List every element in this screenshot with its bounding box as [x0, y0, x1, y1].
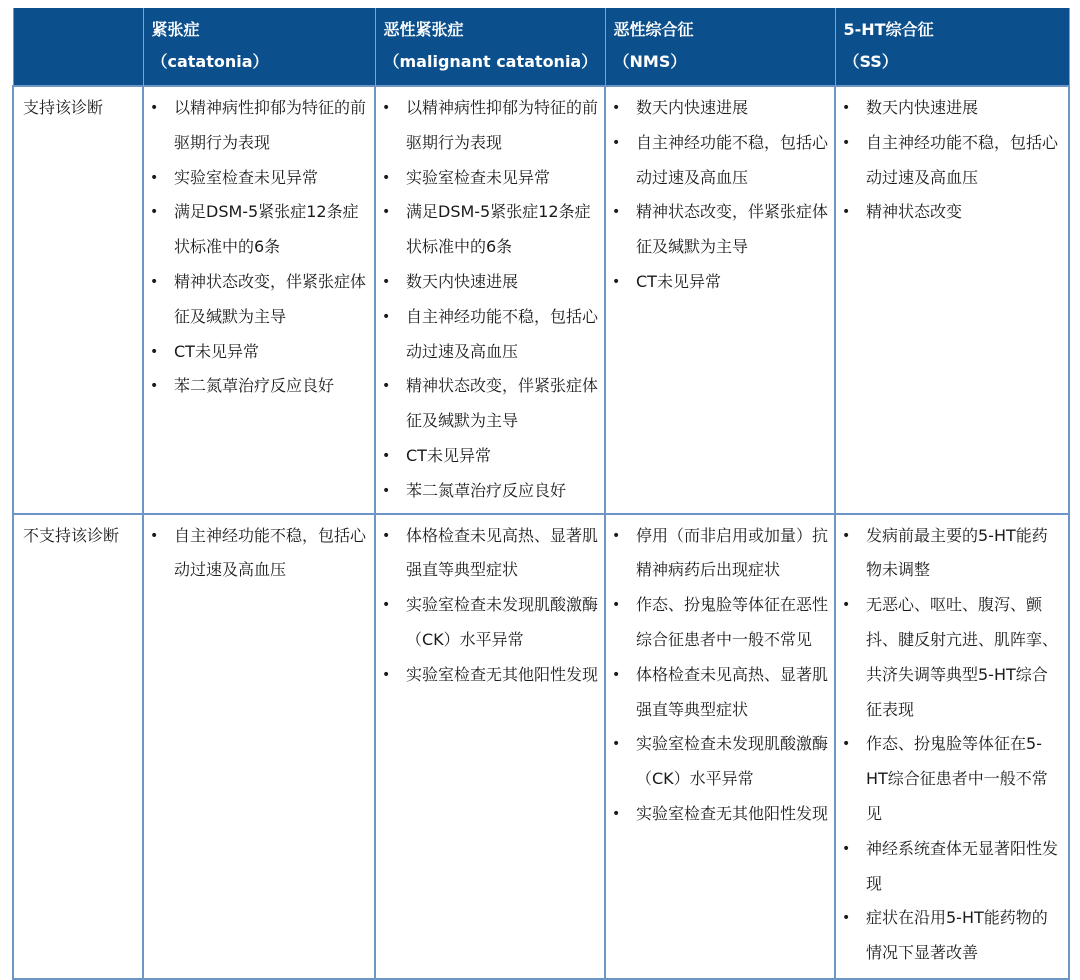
list-item: • CT未见异常 — [612, 265, 828, 300]
header-malignant-catatonia — [375, 8, 605, 86]
differential-diagnosis-table — [12, 8, 1070, 980]
list-item: • 苯二氮䓬治疗反应良好 — [382, 474, 598, 509]
list-item: • 苯二氮䓬治疗反应良好 — [150, 369, 368, 404]
cell-ss-against — [835, 514, 1069, 979]
table-header — [13, 8, 1069, 86]
header-catatonia — [143, 8, 375, 86]
list-item: • 数天内快速进展 — [382, 265, 598, 300]
header-english: （malignant catatonia） — [383, 52, 598, 71]
list-item: • 自主神经功能不稳，包括心动过速及高血压 — [150, 519, 368, 589]
table-row-does-not-support — [13, 514, 1069, 979]
list-item: • 作态、扮鬼脸等体征在5-HT综合征患者中一般不常见 — [842, 727, 1062, 831]
list-item: • 体格检查未见高热、显著肌强直等典型症状 — [612, 658, 828, 728]
list-item: • 作态、扮鬼脸等体征在恶性综合征患者中一般不常见 — [612, 588, 828, 658]
list-item: • 精神状态改变 — [842, 195, 1062, 230]
list-item: • 实验室检查未发现肌酸激酶（CK）水平异常 — [612, 727, 828, 797]
header-label: 恶性紧张症 — [383, 20, 464, 39]
header-label: 恶性综合征 — [613, 20, 694, 39]
cell-nms-against — [605, 514, 835, 979]
bullet-list — [612, 519, 828, 832]
cell-malignant-catatonia-against — [375, 514, 605, 979]
list-item: • 精神状态改变，伴紧张症体征及缄默为主导 — [150, 265, 368, 335]
header-english: （NMS） — [613, 52, 687, 71]
list-item: • 实验室检查无其他阳性发现 — [382, 658, 598, 693]
header-label: 5-HT综合征 — [843, 20, 934, 39]
row-label: 不支持该诊断 — [13, 514, 143, 979]
bullet-list — [612, 91, 828, 300]
cell-catatonia-supports — [143, 86, 375, 514]
list-item: • 发病前最主要的5-HT能药物未调整 — [842, 519, 1062, 589]
list-item: • 满足DSM-5紧张症12条症状标准中的6条 — [150, 195, 368, 265]
header-label: 紧张症 — [151, 20, 200, 39]
cell-catatonia-against — [143, 514, 375, 979]
list-item: • 精神状态改变，伴紧张症体征及缄默为主导 — [382, 369, 598, 439]
list-item: • 以精神病性抑郁为特征的前驱期行为表现 — [150, 91, 368, 161]
table-row-supports — [13, 86, 1069, 514]
bullet-list — [382, 91, 598, 509]
cell-ss-supports — [835, 86, 1069, 514]
header-corner-cell — [13, 8, 143, 86]
header-english: （SS） — [843, 52, 898, 71]
list-item: • CT未见异常 — [150, 335, 368, 370]
row-label: 支持该诊断 — [13, 86, 143, 514]
list-item: • 停用（而非启用或加量）抗精神病药后出现症状 — [612, 519, 828, 589]
list-item: • 数天内快速进展 — [612, 91, 828, 126]
list-item: • 实验室检查未见异常 — [382, 161, 598, 196]
bullet-list — [150, 519, 368, 589]
list-item: • 体格检查未见高热、显著肌强直等典型症状 — [382, 519, 598, 589]
list-item: • 精神状态改变，伴紧张症体征及缄默为主导 — [612, 195, 828, 265]
list-item: • 自主神经功能不稳，包括心动过速及高血压 — [842, 126, 1062, 196]
list-item: • 无恶心、呕吐、腹泻、颤抖、腱反射亢进、肌阵挛、共济失调等典型5-HT综合征表现 — [842, 588, 1062, 727]
bullet-list — [150, 91, 368, 404]
list-item: • 数天内快速进展 — [842, 91, 1062, 126]
bullet-list — [842, 91, 1062, 230]
list-item: • 以精神病性抑郁为特征的前驱期行为表现 — [382, 91, 598, 161]
cell-malignant-catatonia-supports — [375, 86, 605, 514]
list-item: • 实验室检查未发现肌酸激酶（CK）水平异常 — [382, 588, 598, 658]
list-item: • CT未见异常 — [382, 439, 598, 474]
list-item: • 自主神经功能不稳，包括心动过速及高血压 — [612, 126, 828, 196]
header-english: （catatonia） — [151, 52, 269, 71]
list-item: • 实验室检查未见异常 — [150, 161, 368, 196]
header-nms — [605, 8, 835, 86]
cell-nms-supports — [605, 86, 835, 514]
list-item: • 症状在沿用5-HT能药物的情况下显著改善 — [842, 901, 1062, 971]
list-item: • 满足DSM-5紧张症12条症状标准中的6条 — [382, 195, 598, 265]
list-item: • 实验室检查无其他阳性发现 — [612, 797, 828, 832]
bullet-list — [382, 519, 598, 693]
header-serotonin-syndrome — [835, 8, 1069, 86]
list-item: • 神经系统查体无显著阳性发现 — [842, 832, 1062, 902]
bullet-list — [842, 519, 1062, 971]
list-item: • 自主神经功能不稳，包括心动过速及高血压 — [382, 300, 598, 370]
